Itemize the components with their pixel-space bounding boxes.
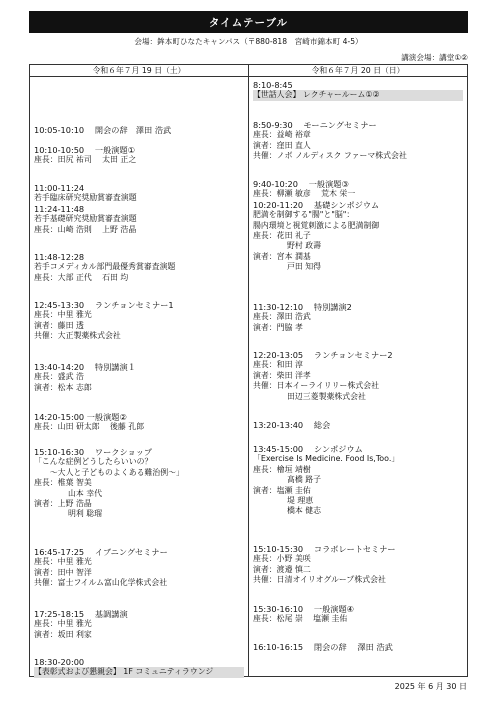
- session-time: 9:40-10:20 一般演題③: [253, 179, 349, 189]
- session-line: 若手コメディカル部門最優秀賞審査演題: [34, 262, 176, 272]
- session-line: 共催：富士フイルム富山化学株式会社: [34, 578, 168, 588]
- timetable-grid: [29, 64, 468, 677]
- venue-line: 会場：鉾本町ひなたキャンパス（〒880-818 宮崎市錦本町 4-5）: [134, 37, 363, 46]
- session-block: [253, 120, 463, 162]
- session-line: 座長：小野 美咲: [253, 554, 311, 564]
- day2-header: 令和６年７月 20 日（日）: [248, 65, 467, 77]
- session-line: 座長：椎葉 智美: [34, 478, 92, 488]
- session-block: [253, 604, 463, 625]
- session-line: 座長：花田 礼子: [253, 231, 311, 241]
- session-line: 演者：門脇 孝: [253, 322, 303, 332]
- session-line: 演者：塩瀬 圭佑: [253, 485, 311, 495]
- session-block: [253, 302, 463, 333]
- session-line: 共催：大正製薬株式会社: [34, 331, 121, 341]
- session-block: [34, 362, 244, 393]
- session-time: 17:25-18:15 基調講演: [34, 609, 128, 619]
- session-block: [34, 412, 244, 433]
- session-line: 座長：盛武 浩: [34, 372, 84, 382]
- session-line: 明利 聡瑠: [68, 509, 103, 519]
- session-line: 演者：宮本 潤基: [253, 251, 311, 261]
- session-line: 座長：大部 正代 石田 均: [34, 272, 129, 282]
- session-time: 12:20-13:05 ランチョンセミナー2: [253, 350, 393, 360]
- session-line: 演者：田中 智洋: [34, 567, 92, 577]
- session-line: 座長：益崎 裕章: [253, 130, 311, 140]
- session-line: 演者：柴田 洋孝: [253, 370, 311, 380]
- session-line: 「Exercise Is Medicine. Food Is,Too.」: [253, 454, 400, 464]
- session-line: 演者：藤田 透: [34, 320, 84, 330]
- session-block: [253, 80, 463, 101]
- page-title: タイムテーブル: [29, 11, 468, 33]
- session-block: [253, 642, 463, 652]
- session-line: 座長：柳瀬 敏彦 荒木 栄一: [253, 189, 356, 199]
- session-line: 演者：渡邉 慎二: [253, 564, 311, 574]
- session-time: 15:10-15:30 コラボレートセミナー: [253, 544, 396, 554]
- session-line: 共催：日清オイリオグループ株式会社: [253, 575, 386, 585]
- session-line: 共催：日本イーライリリー株式会社: [253, 381, 380, 391]
- session-time: 18:30-20:00: [34, 657, 85, 667]
- session-time: 15:10-16:30 ワークショップ: [34, 447, 153, 457]
- session-time: 10:05-10:10 開会の辞 澤田 浩武: [34, 125, 172, 135]
- session-time: 15:30-16:10 一般演題④: [253, 604, 355, 614]
- session-block: [34, 447, 244, 520]
- session-block: [34, 547, 244, 589]
- session-block: [34, 125, 244, 135]
- session-time: 13:45-15:00 シンポジウム: [253, 444, 363, 454]
- session-block: [34, 252, 244, 283]
- session-line: 演者：上野 浩晶: [34, 499, 92, 509]
- session-block: [253, 420, 463, 430]
- day1-header: 令和６年７月 19 日（土）: [30, 65, 248, 77]
- session-time: 10:20-11:20 基礎シンポジウム: [253, 199, 380, 210]
- session-block: [253, 444, 463, 517]
- session-line: ～大人と子どものよくある難治例～」: [34, 467, 184, 477]
- session-line: 戸田 知得: [287, 262, 322, 272]
- session-line: 演者：坂田 利家: [34, 629, 92, 639]
- session-line: 野村 政壽: [287, 241, 322, 251]
- issue-date: 2025 年 6 月 30 日: [394, 682, 467, 691]
- session-line: 山本 幸代: [68, 488, 103, 498]
- session-line: 共催：ノボ ノルディスク ファーマ株式会社: [253, 151, 407, 161]
- session-line: 腸内環境と視覚刺激による肥満制御: [253, 220, 380, 230]
- session-time: 13:40-14:20 特別講演１: [34, 362, 136, 372]
- session-line: 演者：窪田 直人: [253, 140, 311, 150]
- session-line: 髙橋 路子: [287, 475, 322, 485]
- session-block: [34, 657, 244, 678]
- session-line: 座長：和田 淳: [253, 360, 303, 370]
- session-time: 11:30-12:10 特別講演2: [253, 302, 352, 312]
- session-line: 【世話人会】 レクチャールーム①②: [253, 90, 463, 100]
- session-line: 座長：山田 研太郎 後藤 孔郎: [34, 422, 145, 432]
- session-line: 座長：檜垣 靖樹: [253, 464, 311, 474]
- session-line: 座長：中里 雅光: [34, 557, 92, 567]
- session-time: 10:10-10:50 一般演題①: [34, 145, 136, 155]
- session-time: 11:24-11:48: [34, 203, 85, 214]
- session-block: [34, 183, 244, 235]
- session-time: 16:10-16:15 閉会の辞 澤田 浩武: [253, 642, 393, 652]
- session-time: 14:20-15:00 一般演題②: [34, 412, 127, 422]
- session-line: 若手基礎研究奨励賞審査演題: [34, 214, 137, 224]
- session-block: [253, 179, 463, 273]
- session-line: 【表彰式および懇親会】 1F コミュニティラウンジ: [34, 667, 244, 677]
- session-time: 8:10-8:45: [253, 80, 293, 90]
- session-line: 座長：澤田 浩武: [253, 312, 311, 322]
- session-line: 堤 理恵: [287, 496, 314, 506]
- session-time: 12:45-13:30 ランチョンセミナー1: [34, 300, 174, 310]
- session-line: 橋本 健志: [287, 506, 322, 516]
- session-time: 16:45-17:25 イブニングセミナー: [34, 547, 168, 557]
- lecture-room: 講演会場：講堂①②: [401, 53, 468, 62]
- session-block: [253, 350, 463, 402]
- session-time: 8:50-9:30 モーニングセミナー: [253, 120, 377, 130]
- session-time: 11:48-12:28: [34, 252, 85, 262]
- session-block: [34, 145, 244, 166]
- session-block: [34, 300, 244, 342]
- session-time: 11:00-11:24: [34, 183, 85, 193]
- session-line: 若手臨床研究奨励賞審査演題: [34, 193, 137, 203]
- session-line: 「こんな症例どうしたらいいの？: [34, 457, 153, 467]
- session-line: 田辺三菱製薬株式会社: [287, 391, 366, 401]
- session-line: 座長：中里 雅光: [34, 310, 92, 320]
- session-line: 座長：山崎 浩則 上野 浩晶: [34, 224, 137, 234]
- session-line: 演者：松本 志郎: [34, 382, 92, 392]
- session-line: 座長：田尻 祐司 太田 正之: [34, 155, 137, 165]
- session-block: [34, 609, 244, 640]
- column-divider: [248, 77, 249, 676]
- session-block: [253, 544, 463, 586]
- session-line: 座長：中里 雅光: [34, 619, 92, 629]
- session-time: 13:20-13:40 総会: [253, 420, 331, 430]
- session-line: 肥満を制御する"腸"と"脳"：: [253, 210, 355, 220]
- session-line: 座長：松尾 崇 塩瀬 圭佑: [253, 614, 348, 624]
